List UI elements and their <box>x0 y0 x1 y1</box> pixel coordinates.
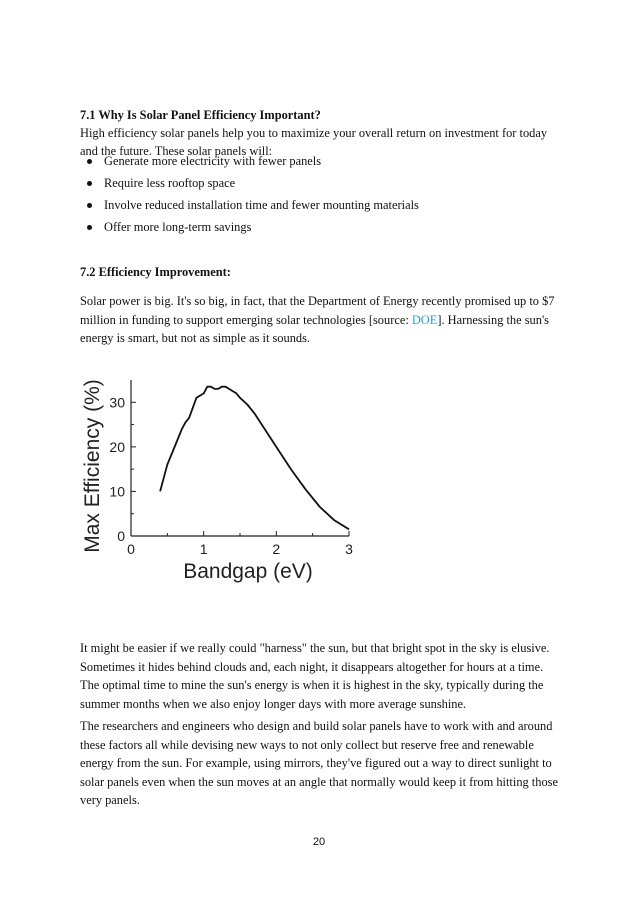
benefits-list <box>80 152 560 240</box>
list-item: Require less rooftop space <box>80 174 560 196</box>
bullet-icon <box>87 181 92 186</box>
section-7-2-paragraph-3: The researchers and engineers who design and build solar panels have to work with and around these factors all while devising new ways to not only collect but reserve free and renewable energy from the sun. For example, using mirrors, they've figured out a way to direct sunlight to solar panels even when the sun moves at an angle that normally would keep it from hitting those very panels. <box>80 719 558 807</box>
x-tick-label: 0 <box>127 541 135 557</box>
section-7-2-heading: 7.2 Efficiency Improvement: <box>80 265 231 279</box>
x-tick-label: 2 <box>272 541 281 557</box>
x-tick-label: 1 <box>199 541 208 557</box>
y-tick-label: 0 <box>117 528 125 544</box>
x-tick-label: 3 <box>345 541 353 557</box>
section-7-2-paragraph-2: It might be easier if we really could "harness" the sun, but that bright spot in the sky is elusive. Sometimes it hides behind clouds and, each night, it disappears altogether for hours at a time. The optimal time to mine the sun's energy is when it is highest in the sky, typically during the summer months when we also enjoy longer days with more average sunshine. <box>80 641 550 711</box>
y-axis-label: Max Efficiency (%) <box>81 379 104 553</box>
list-item: Involve reduced installation time and fewer mounting materials <box>80 196 560 218</box>
y-tick-label: 20 <box>109 438 125 455</box>
bullet-icon <box>87 159 92 164</box>
doe-source-link[interactable]: DOE <box>411 312 438 327</box>
section-7-1-intro: High efficiency solar panels help you to maximize your overall return on investment for today and the future. These solar panels will: <box>80 126 548 158</box>
section-7-1-heading: 7.1 Why Is Solar Panel Efficiency Important? <box>80 108 321 122</box>
y-tick-label: 30 <box>109 394 125 411</box>
bullet-icon <box>87 225 92 230</box>
list-item: Generate more electricity with fewer panels <box>80 152 560 174</box>
efficiency-curve-line <box>160 387 349 530</box>
bullet-icon <box>87 203 92 208</box>
efficiency-bandgap-chart <box>76 370 376 590</box>
section-7-2-paragraph-1: Solar power is big. It's so big, in fact, that the Department of Energy recently promised up to $7 million in funding to support emerging solar technologies [source: DOE]. Harnessing the sun's energy is smart, but not as simple as it sounds. <box>80 294 555 345</box>
x-axis-label: Bandgap (eV) <box>183 560 313 583</box>
y-tick-label: 10 <box>109 483 125 500</box>
list-item: Offer more long-term savings <box>80 218 560 240</box>
page-number: 20 <box>312 836 326 848</box>
